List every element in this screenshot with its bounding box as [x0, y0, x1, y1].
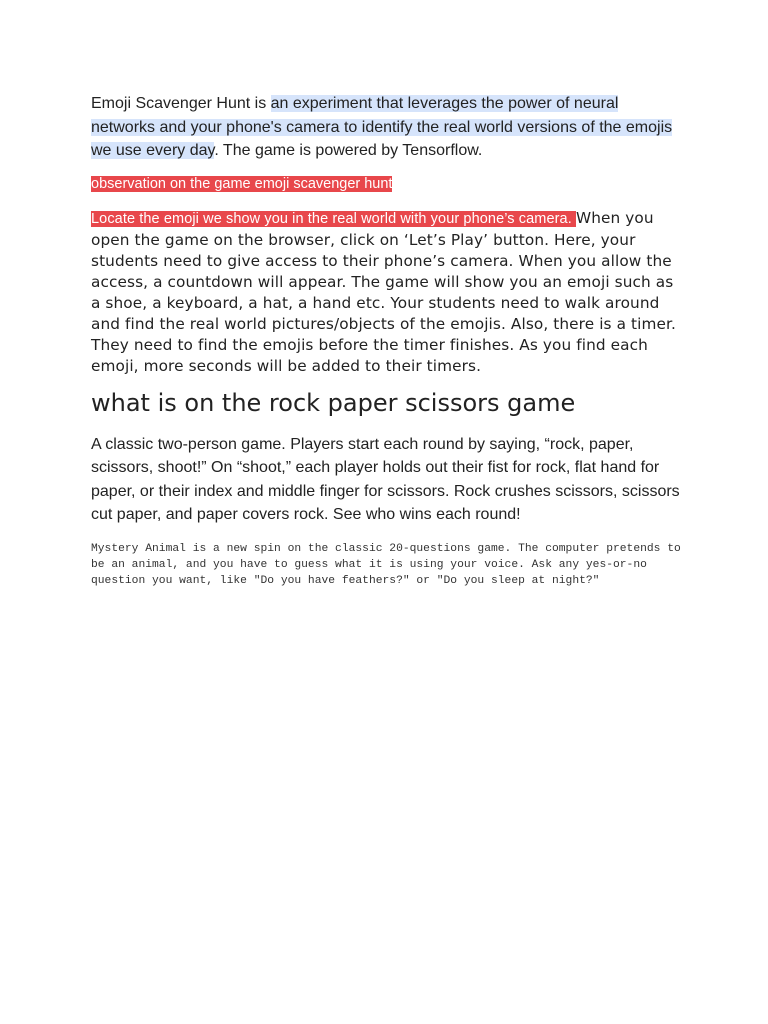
- rps-heading: what is on the rock paper scissors game: [91, 388, 576, 417]
- intro-paragraph: [91, 92, 681, 163]
- locate-highlight: Locate the emoji we show you in the real world with your phone’s camera.: [91, 210, 576, 227]
- intro-lead: Emoji Scavenger Hunt is: [91, 95, 271, 112]
- document-page: [91, 92, 681, 589]
- locate-body: When you open the game on the browser, click on ‘Let’s Play’ button. Here, your students need to give access to their phone’s camera. When you allow the access, a countdown will appear. The game will show you an emoji such as a shoe, a keyboard, a hat, a hand etc. Your students need to walk around and find the real world pictures/objects of the emojis. Also, there is a timer. They need to find the emojis before the timer finishes. As you find each emoji, more seconds will be added to their timers.: [91, 208, 676, 375]
- observation-paragraph: [91, 175, 681, 193]
- rps-paragraph: A classic two-person game. Players start each round by saying, “rock, paper, scissors, shoot!” On “shoot,” each player holds out their fist for rock, flat hand for paper, or their index and middle finger for scissors. Rock crushes scissors, scissors cut paper, and paper covers rock. See who wins each round!: [91, 435, 680, 523]
- intro-tail: . The game is powered by Tensorflow.: [214, 142, 483, 159]
- mystery-paragraph: Mystery Animal is a new spin on the classic 20-questions game. The computer pretends to be an animal, and you have to guess what it is using your voice. Ask any yes-or-no question you want, like "Do you have feathers?" or "Do you sleep at night?": [91, 542, 681, 587]
- observation-highlight: observation on the game emoji scavenger hunt: [91, 175, 393, 192]
- locate-paragraph: [91, 208, 681, 377]
- intro-highlight: an experiment that leverages the power of neural networks and your phone's camera to identify the real world versions of the emojis we use every day: [91, 95, 673, 159]
